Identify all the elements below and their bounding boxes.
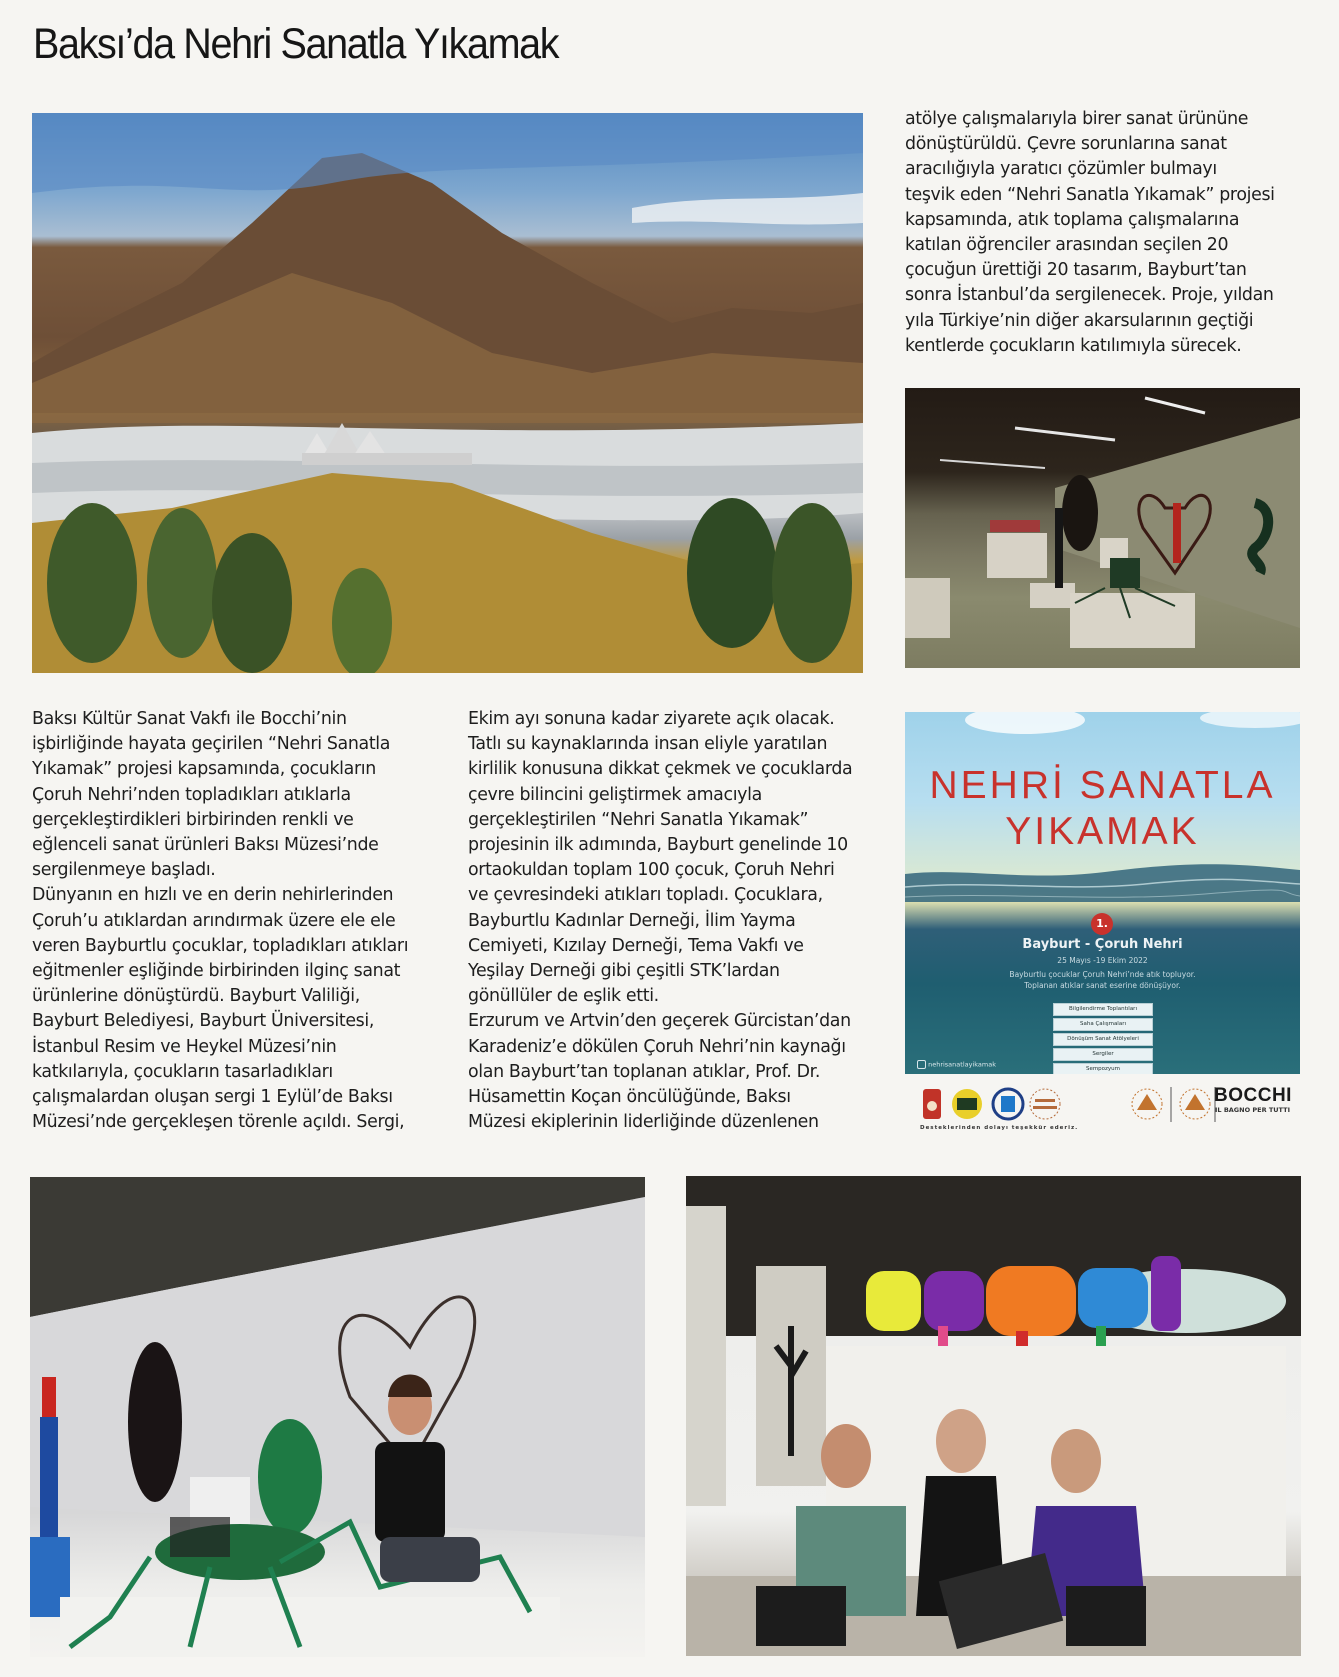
column-3-text: atölye çalışmalarıyla birer sanat ürününe dönüştürüldü. Çevre sorunlarına sanat aracılığıyla yaratıcı çözümler bulmayı teşvik eden “Nehri Sanatla Yıkamak” projesi kapsamında, atık toplama çalışmalarına katılan öğrenciler arasından seçilen 20 çocuğun ürettiği 20 tasarım, Bayburt’tan sonra İstanbul’da sergilenecek. Proje, yıldan yıla Türkiye’nin diğer akarsularının geçtiği kentlerde çocukların katılımıyla sürecek. [905,109,1275,356]
poster-activity-item: Sempozyum [1053,1063,1153,1074]
heykel-muzesi-logo [1030,1089,1060,1119]
poster-location: Bayburt - Çoruh Nehri [1022,937,1183,952]
article-column-2 [468,707,878,1135]
poster-activity-item: Dönüşüm Sanat Atölyeleri [1053,1033,1153,1046]
article-title: Baksı’da Nehri Sanatla Yıkamak [33,20,559,68]
sponsor-thanks-note: Desteklerinden dolayı teşekkür ederiz. [920,1125,1079,1131]
poster-description-line-2: Toplanan atıklar sanat eserine dönüşüyor. [1024,981,1181,990]
poster-activity-item: Bilgilendirme Toplantıları [1053,1003,1153,1016]
poster-activity-item: Saha Çalışmaları [1053,1018,1153,1031]
exhibition-hall-photo [905,388,1300,668]
bocchi-brand-name: BOCCHI [1214,1085,1292,1106]
baksi-muzesi-logo [1180,1089,1210,1119]
baksi-vakfi-logo [1132,1089,1162,1119]
poster-instagram [917,1060,996,1069]
instagram-icon [917,1060,926,1069]
mountain-illustration [32,113,863,673]
poster-dates: 25 Mayıs -19 Ekim 2022 [1057,956,1148,965]
poster-title-line-1: NEHRİ SANATLA [929,764,1276,807]
article-column-1 [32,707,432,1135]
girl-with-sculpture-photo [30,1177,645,1657]
bocchi-tagline: IL BAGNO PER TUTTI [1215,1106,1290,1114]
girl-photo-illustration [30,1177,645,1657]
bayburt-universitesi-logo [993,1089,1023,1119]
poster-description [905,969,1300,991]
column-1-text: Baksı Kültür Sanat Vakfı ile Bocchi’nin işbirliğinde hayata geçirilen “Nehri Sanatla Yıkamak” projesi kapsamında, çocukların Çoruh Nehri’nden topladıkları atıklarla gerçekleştirdikleri birbirinden renkli ve eğlenceli sanat ürünleri Baksı Müzesi’nde sergilenmeye başladı. Dünyanın en hızlı ve en derin nehirlerinden Çoruh’u atıklardan arındırmak üzere ele ele veren Bayburtlu çocuklar, topladıkları atıkları eğitmenler eşliğinde birbirinden ilginç sanat ürünlerine dönüştürdü. Bayburt Valiliği, Bayburt Belediyesi, Bayburt Üniversitesi, İstanbul Resim ve Heykel Müzesi’nin katkılarıyla, çocukların tasarladıkları çalışmalardan oluşan sergi 1 Eylül’de Baksı Müzesi’nde gerçekleşen törenle açıldı. Sergi, [32,709,409,1133]
landscape-photo [32,113,863,673]
poster-description-line-1: Bayburtlu çocuklar Çoruh Nehri’nde atık topluyor. [1009,970,1196,979]
girls-photo-illustration [686,1176,1301,1656]
poster-edition-badge: 1. [1091,913,1113,935]
poster-activity-list [1053,1003,1153,1074]
instagram-handle: nehrisanatlayikamak [928,1060,996,1069]
bayburt-valiligi-logo [923,1089,941,1119]
three-girls-photo [686,1176,1301,1656]
article-column-3 [905,107,1305,359]
project-poster [905,712,1300,1074]
bayburt-belediyesi-logo [952,1089,982,1119]
column-2-text: Ekim ayı sonuna kadar ziyarete açık olacak. Tatlı su kaynaklarında insan eliyle yaratılan kirlilik konusuna dikkat çekmek ve çocuklarda çevre bilincini geliştirmek amacıyla gerçekleştirilen “Nehri Sanatla Yıkamak” projesinin ilk adımında, Bayburt genelinde 10 ortaokuldan toplam 100 çocuk, Çoruh Nehri ve çevresindeki atıkları topladı. Çocuklara, Bayburtlu Kadınlar Derneği, İlim Yayma Cemiyeti, Kızılay Derneği, Tema Vakfı ve Yeşilay Derneği gibi çeşitli STK’lardan gönüllüler de eşlik etti. Erzurum ve Artvin’den geçerek Gürcistan’dan Karadeniz’e dökülen Çoruh Nehri’nin kaynağı olan Bayburt’tan toplanan atıklar, Prof. Dr. Hüsamettin Koçan öncülüğünde, Baksı Müzesi ekiplerinin liderliğinde düzenlenen [468,709,853,1133]
poster-title-line-2: YIKAMAK [1005,810,1200,853]
poster-activity-item: Sergiler [1053,1048,1153,1061]
hall-illustration [905,388,1300,668]
